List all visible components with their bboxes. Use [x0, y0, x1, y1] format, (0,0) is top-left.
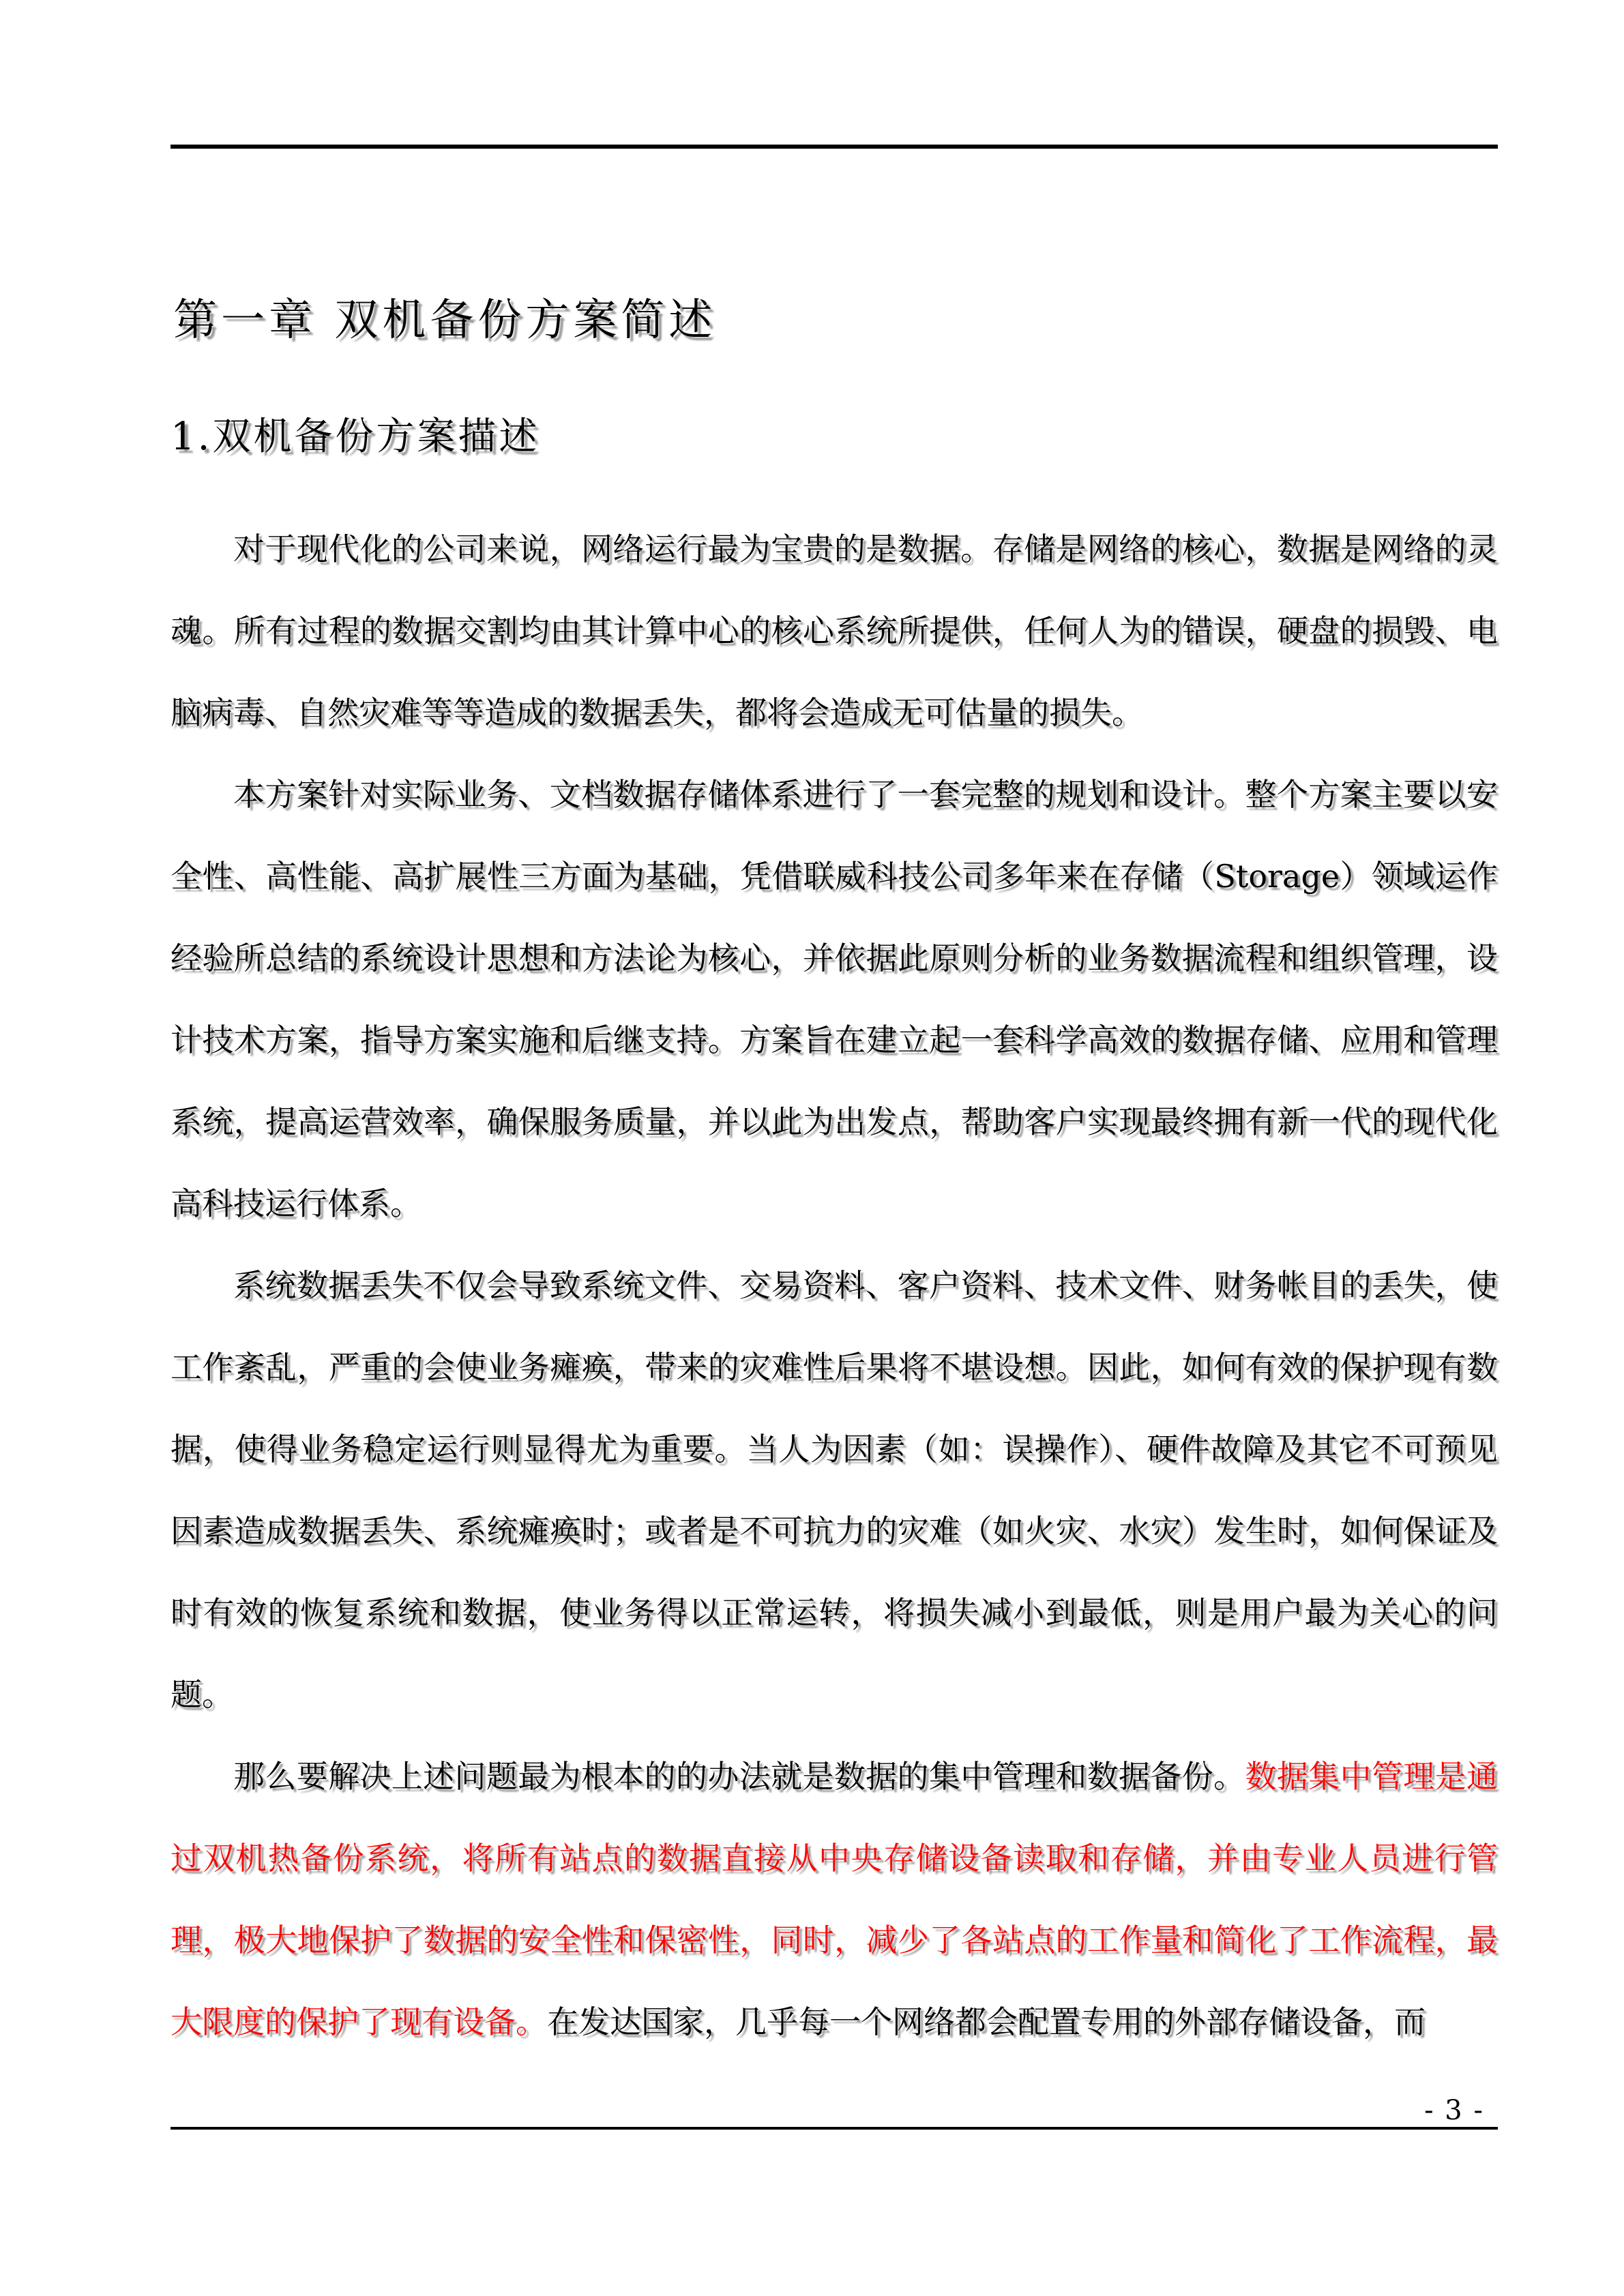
paragraph-1: 对于现代化的公司来说，网络运行最为宝贵的是数据。存储是网络的核心，数据是网络的灵魂。所有过程的数据交割均由其计算中心的核心系统所提供，任何人为的错误，硬盘的损毁、电脑病毒、自然灾难等等造成的数据丢失，都将会造成无可估量的损失。: [171, 531, 1498, 731]
section-title: 1.双机备份方案描述: [171, 415, 540, 459]
paragraph-2: 本方案针对实际业务、文档数据存储体系进行了一套完整的规划和设计。整个方案主要以安全性、高性能、高扩展性三方面为基础，凭借联威科技公司多年来在存储（Storage）领域运作经验所总结的系统设计思想和方法论为核心，并依据此原则分析的业务数据流程和组织管理，设计技术方案，指导方案实施和后继支持。方案旨在建立起一套科学高效的数据存储、应用和管理系统，提高运营效率，确保服务质量，并以此为出发点，帮助客户实现最终拥有新一代的现代化高科技运行体系。: [171, 776, 1498, 1222]
paragraph-4-black-tail: 在发达国家，几乎每一个网络都会配置专用的外部存储设备，而: [547, 2003, 1426, 2040]
paragraph-4-black-lead: 那么要解决上述问题最为根本的的办法就是数据的集中管理和数据备份。: [233, 1758, 1245, 1795]
paragraph-3: 系统数据丢失不仅会导致系统文件、交易资料、客户资料、技术文件、财务帐目的丢失，使工作紊乱，严重的会使业务瘫痪，带来的灾难性后果将不堪设想。因此，如何有效的保护现有数据，使得业务稳定运行则显得尤为重要。当人为因素（如：误操作）、硬件故障及其它不可预见因素造成数据丢失、系统瘫痪时；或者是不可抗力的灾难（如火灾、水灾）发生时，如何保证及时有效的恢复系统和数据，使业务得以正常运转，将损失减小到最低，则是用户最为关心的问题。: [171, 1267, 1498, 1713]
chapter-title: 第一章 双机备份方案简述: [173, 295, 717, 346]
document-body: [171, 508, 1498, 2063]
header-rule: [171, 145, 1498, 149]
footer-rule: [171, 2127, 1498, 2130]
paragraph-4-red-highlight: 数据集中管理是通过双机热备份系统，将所有站点的数据直接从中央存储设备读取和存储，并由专业人员进行管理，极大地保护了数据的安全性和保密性，同时，减少了各站点的工作量和简化了工作流程，最大限度的保护了现有设备。: [171, 1758, 1498, 2040]
page-number: - 3 -: [1424, 2095, 1484, 2126]
paragraph-4: [171, 1735, 1498, 2063]
